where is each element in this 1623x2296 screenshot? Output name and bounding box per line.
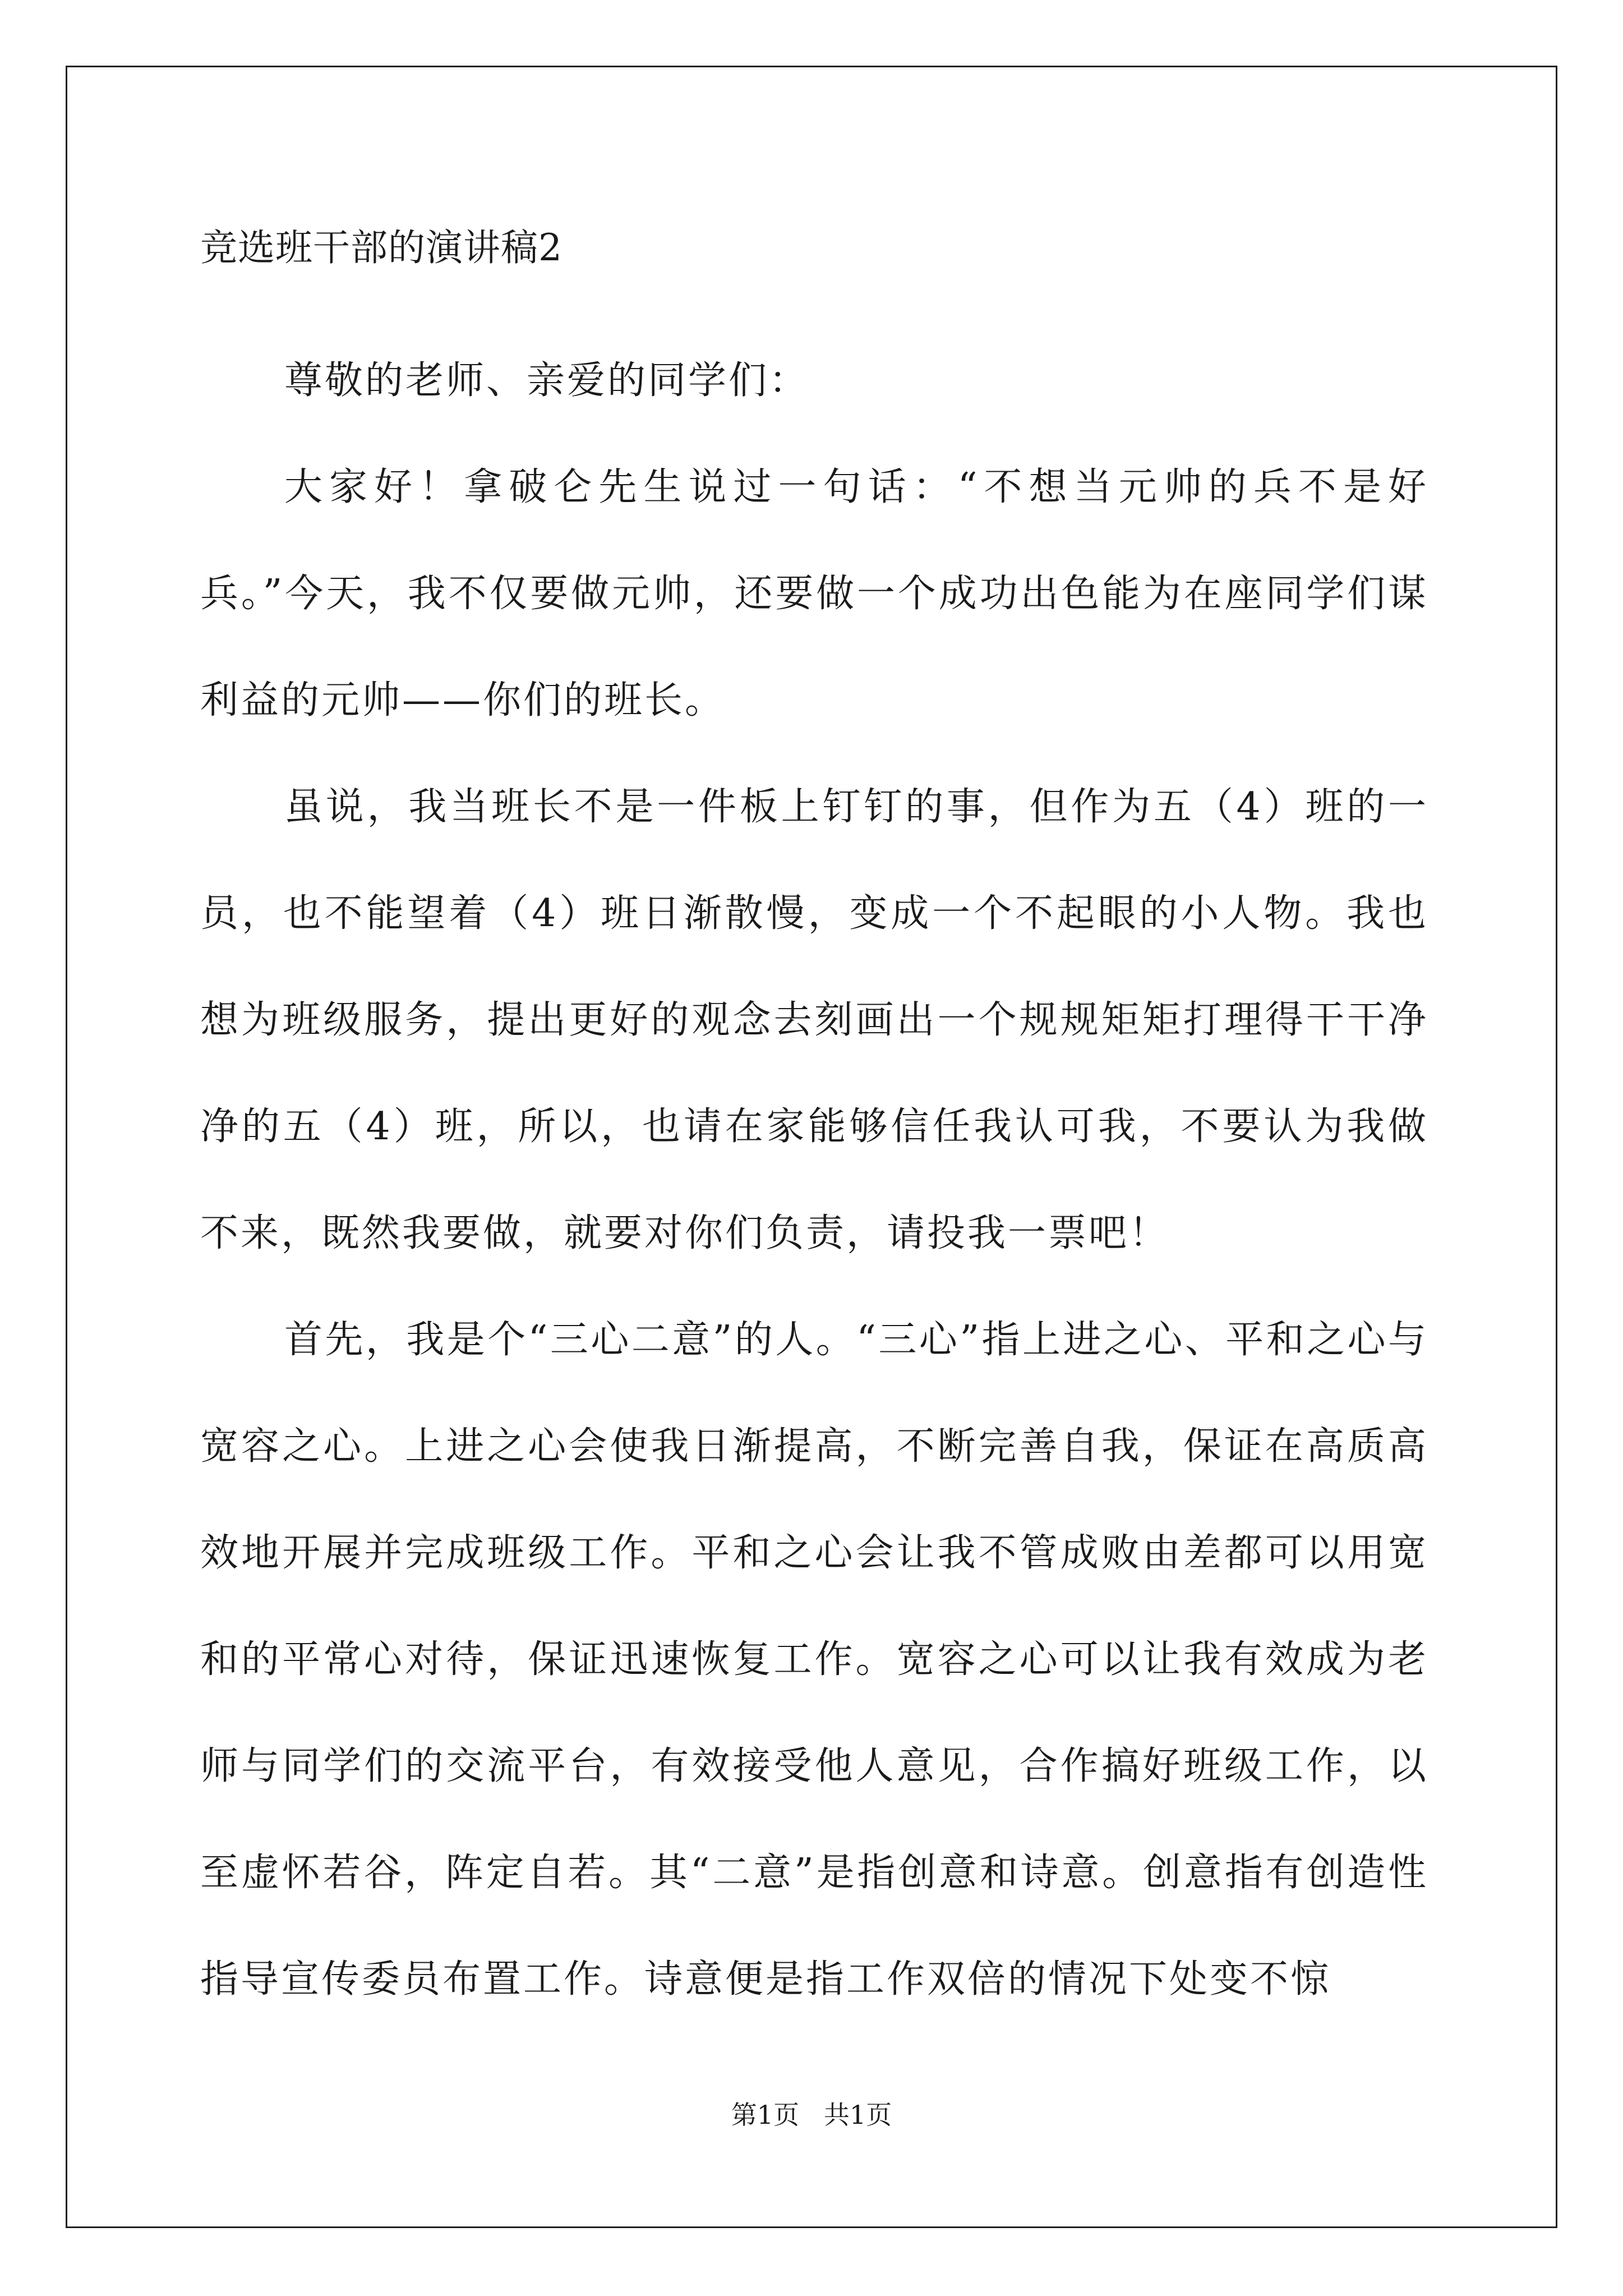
document-body bbox=[200, 222, 1428, 2033]
page-footer: 第1页 共1页 bbox=[731, 2100, 892, 2130]
body-paragraph: 首先，我是个“三心二意”的人。“三心”指上进之心、平和之心与宽容之心。上进之心会使我日渐提高，不断完善自我，保证在高质高效地开展并完成班级工作。平和之心会让我不管成败由差都可以用宽和的平常心对待，保证迅速恢复工作。宽容之心可以让我有效成为老师与同学们的交流平台，有效接受他人意见，合作搞好班级工作，以至虚怀若谷，阵定自若。其“二意”是指创意和诗意。创意指有创造性指导宣传委员布置工作。诗意便是指工作双倍的情况下处变不惊 bbox=[200, 1318, 1428, 2001]
document-title: 竞选班干部的演讲稿2 bbox=[200, 226, 562, 269]
greeting-paragraph: 大家好！拿破仑先生说过一句话：“不想当元帅的兵不是好兵。”今天，我不仅要做元帅，还要做一个成功出色能为在座同学们谋利益的元帅——你们的班长。 bbox=[200, 465, 1428, 723]
body-paragraph: 虽说，我当班长不是一件板上钉钉的事，但作为五（4）班的一员，也不能望着（4）班日渐散慢，变成一个不起眼的小人物。我也想为班级服务，提出更好的观念去刻画出一个规规矩矩打理得干干净净的五（4）班，所以，也请在家能够信任我认可我，不要认为我做不来，既然我要做，就要对你们负责，请投我一票吧！ bbox=[200, 785, 1429, 1255]
salutation-paragraph: 尊敬的老师、亲爱的同学们： bbox=[284, 358, 810, 403]
